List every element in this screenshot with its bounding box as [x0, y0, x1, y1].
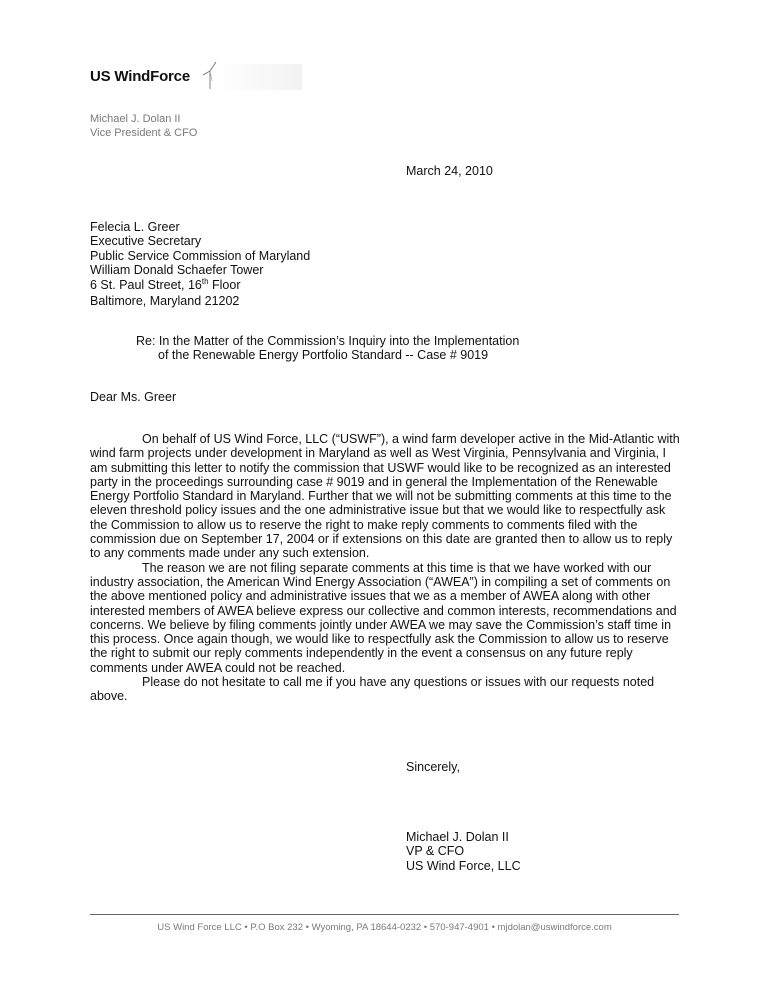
- recipient-building: William Donald Schaefer Tower: [90, 263, 264, 278]
- recipient-city: Baltimore, Maryland 21202: [90, 294, 240, 309]
- recipient-organization: Public Service Commission of Maryland: [90, 248, 311, 263]
- body-paragraph: The reason we are not filing separate comments at this time is that we have worked with our industry association, the American Wind Energy Association (“AWEA”) in compiling a set of comments on the above mentioned policy and administrative issues that we as a member of AWEA along with other interested members of AWEA believe express our collective and common interests, recommendations and concerns. We believe by filing comments jointly under AWEA we may save the Commission’s staff time in this process. Once again though, we would like to respectfully ask the Commission to allow us to reserve the right to submit our reply comments independently in the event a consensus on any future reply comments under AWEA could not be reached.: [90, 560, 677, 675]
- subject-line-2: of the Renewable Energy Portfolio Standard -- Case # 9019: [158, 348, 489, 363]
- body-paragraph: Please do not hesitate to call me if you have any questions or issues with our requests noted above.: [90, 675, 655, 704]
- salutation: Dear Ms. Greer: [90, 390, 177, 404]
- signature-title: VP & CFO: [406, 844, 465, 859]
- street-floor: Floor: [208, 277, 241, 292]
- body-paragraph: On behalf of US Wind Force, LLC (“USWF”), a wind farm developer active in the Mid-Atlantic with wind farm projects under development in Maryland as well as West Virginia, Pennsylvania and Virginia, I am submitting this letter to notify the commission that USWF would like to be recognized as an interested party in the proceedings surrounding case # 9019 and in general the Implementation of the Renewable Energy Portfolio Standard in Maryland. Further that we will not be submitting comments at this time to the eleven threshold policy issues and the one administrative issue but that we would like to respectfully ask the Commission to allow us to reserve the right to make reply comments to comments filed with the commission due on September 17, 2004 or if extensions on this date are granted then to allow us to reply to any comments made under any such extension.: [90, 432, 680, 561]
- signature-name: Michael J. Dolan II: [406, 830, 509, 844]
- street-superscript: th: [201, 276, 209, 286]
- footer-contact: US Wind Force LLC • P.O Box 232 • Wyoming, PA 18644-0232 • 570-947-4901 • mjdolan@uswindforce.com: [157, 922, 612, 933]
- wind-turbine-icon: [202, 61, 218, 89]
- company-logo: [90, 64, 302, 90]
- subject-line: [136, 334, 519, 363]
- letter-date: March 24, 2010: [406, 164, 493, 178]
- recipient-street: [90, 278, 310, 294]
- recipient-position: Executive Secretary: [90, 234, 202, 249]
- street-main: 6 St. Paul Street, 16: [90, 277, 202, 292]
- logo-text: US WindForce: [90, 68, 190, 85]
- recipient-address: [90, 220, 310, 308]
- signature-block: [406, 830, 521, 873]
- recipient-name: Felecia L. Greer: [90, 220, 180, 234]
- letter-body: [90, 432, 680, 704]
- sender-title: Vice President & CFO: [90, 127, 198, 139]
- sender-name: Michael J. Dolan II: [90, 113, 181, 125]
- closing: Sincerely,: [406, 760, 460, 774]
- signature-company: US Wind Force, LLC: [406, 858, 521, 873]
- footer-divider: [90, 914, 679, 915]
- subject-line-1: Re: In the Matter of the Commission’s Inquiry into the Implementation: [136, 334, 520, 348]
